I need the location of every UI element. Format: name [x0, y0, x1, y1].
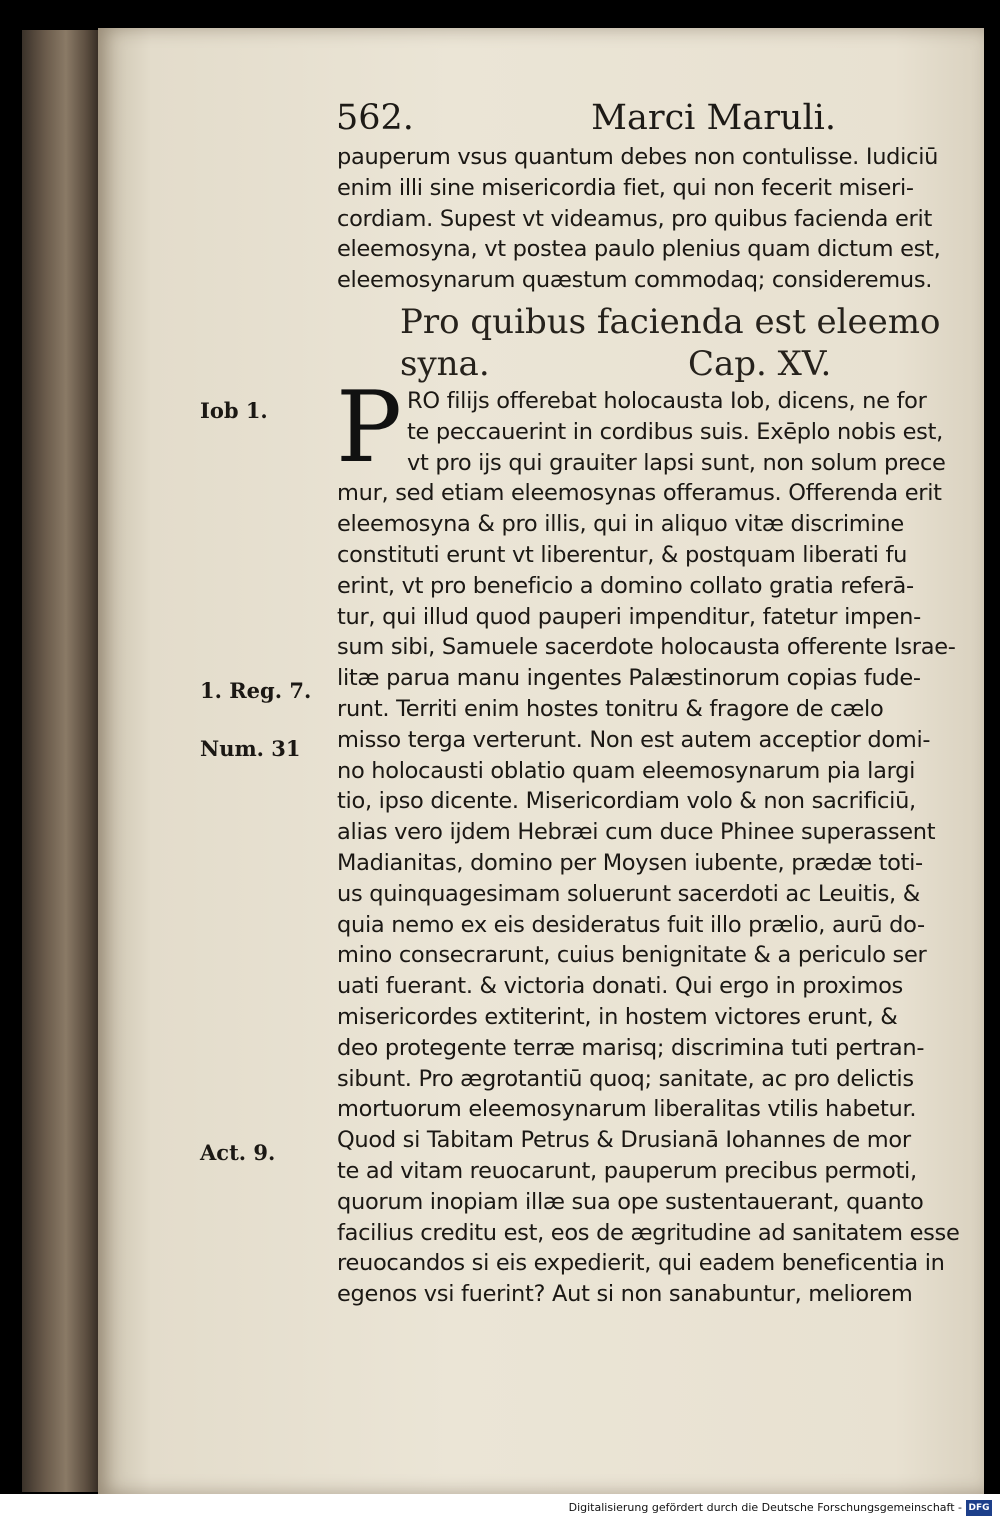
text-line: quia nemo ex eis desideratus fuit illo prælio, aurū do- — [337, 911, 925, 938]
text-line: mur, sed etiam eleemosynas offeramus. Offerenda erit — [337, 480, 942, 507]
text-line: tur, qui illud quod pauperi impenditur, fatetur impen- — [337, 603, 921, 630]
text-line: tio, ipso dicente. Misericordiam volo & non sacrificiū, — [337, 788, 916, 815]
page-header — [336, 98, 836, 142]
text-line: vt pro ijs qui grauiter lapsi sunt, non solum prece — [407, 449, 946, 476]
dfg-logo: DFG — [966, 1500, 992, 1516]
funding-credit: Digitalisierung gefördert durch die Deutsche Forschungsgemeinschaft - — [568, 1501, 962, 1514]
text-line: sibunt. Pro ægrotantiū quoq; sanitate, ac pro delictis — [337, 1065, 914, 1092]
text-line: mortuorum eleemosynarum liberalitas vtilis habetur. — [337, 1096, 917, 1123]
text-line: egenos vsi fuerint? Aut si non sanabuntur, meliorem — [337, 1281, 913, 1308]
book-spine-edge — [22, 30, 102, 1492]
drop-cap-initial: P — [336, 371, 402, 485]
chapter-body — [336, 371, 967, 1310]
text-line: Madianitas, domino per Moysen iubente, prædæ toti- — [337, 849, 923, 876]
chapter-heading — [400, 302, 960, 392]
text-line: us quinquagesimam soluerunt sacerdoti ac Leuitis, & — [337, 880, 920, 907]
text-line: te peccauerint in cordibus suis. Exēplo nobis est, — [407, 418, 943, 445]
marginal-note-act: Act. 9. — [200, 1140, 276, 1165]
text-line: no holocausti oblatio quam eleemosynarum pia largi — [337, 757, 916, 784]
marginal-note-num: Num. 31 — [200, 736, 301, 761]
text-line: runt. Territi enim hostes tonitru & fragore de cælo — [337, 695, 884, 722]
text-line: mino consecrarunt, cuius benignitate & a periculo ser — [337, 942, 927, 969]
text-line: alias vero ijdem Hebræi cum duce Phinee superassent — [337, 819, 936, 846]
marginal-note-reg: 1. Reg. 7. — [200, 678, 312, 703]
text-line: eleemosyna & pro illis, qui in aliquo vitæ discrimine — [337, 511, 904, 538]
text-line: erint, vt pro beneficio a domino collato gratia referā- — [337, 572, 914, 599]
text-line: eleemosyna, vt postea paulo plenius quam dictum est, — [337, 236, 941, 263]
text-line: facilius creditu est, eos de ægritudine ad sanitatem esse — [337, 1219, 960, 1246]
text-line: RO filijs offerebat holocausta Iob, dicens, ne for — [407, 388, 927, 414]
text-line: cordiam. Supest vt videamus, pro quibus facienda erit — [337, 205, 932, 232]
text-line: eleemosynarum quæstum commodaq; consideremus. — [337, 267, 933, 294]
chapter-title-line-1: Pro quibus facienda est eleemo — [400, 302, 941, 342]
text-line: constituti erunt vt liberentur, & postquam liberati fu — [337, 541, 908, 568]
intro-paragraph — [337, 142, 967, 296]
text-line: pauperum vsus quantum debes non contulisse. Iudiciū — [337, 144, 939, 170]
text-line: sum sibi, Samuele sacerdote holocausta offerente Israe- — [337, 634, 956, 661]
page-number: 562. — [336, 98, 414, 138]
text-line: uati fuerant. & victoria donati. Qui ergo in proximos — [337, 973, 903, 1000]
text-line: enim illi sine misericordia fiet, qui non fecerit miseri- — [337, 174, 914, 201]
text-line: deo protegente terræ marisq; discrimina tuti pertran- — [337, 1034, 925, 1061]
running-title: Marci Maruli. — [591, 98, 836, 138]
text-line: reuocandos si eis expedierit, qui eadem beneficentia in — [337, 1250, 945, 1277]
text-line: misso terga verterunt. Non est autem acceptior domi- — [337, 726, 931, 753]
chapter-number: Cap. XV. — [688, 344, 832, 384]
text-line: Quod si Tabitam Petrus & Drusianā Iohannes de mor — [337, 1127, 911, 1154]
text-line: litæ parua manu ingentes Palæstinorum copias fude- — [337, 665, 921, 692]
footer-bar — [0, 1494, 1000, 1524]
text-line: te ad vitam reuocarunt, pauperum precibus permoti, — [337, 1157, 917, 1184]
text-line: quorum inopiam illæ sua ope sustentauerant, quanto — [337, 1188, 924, 1215]
marginal-note-iob: Iob 1. — [200, 398, 268, 423]
chapter-title-line-2: syna. — [400, 344, 490, 384]
text-line: misericordes extiterint, in hostem victores erunt, & — [337, 1003, 898, 1030]
